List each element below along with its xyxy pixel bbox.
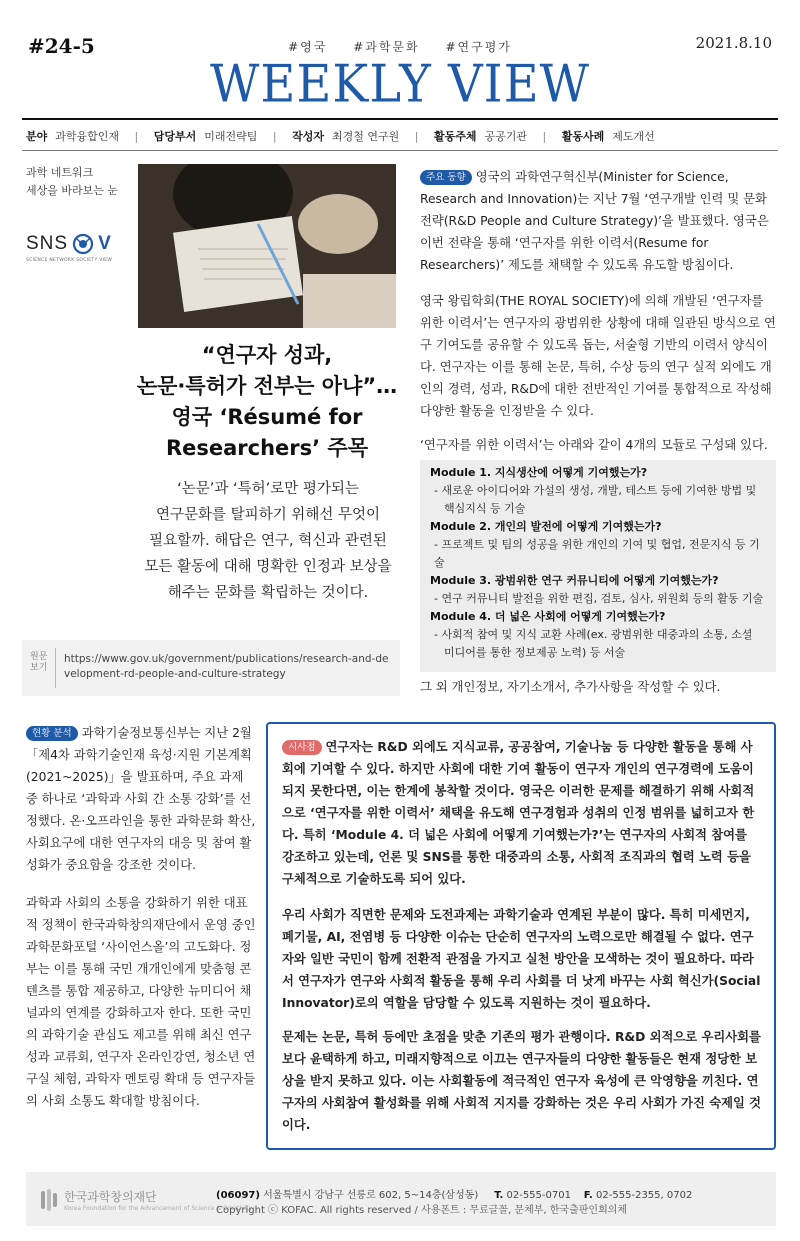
status-paragraph: 과학과 사회의 소통을 강화하기 위한 대표적 정책이 한국과학창의재단에서 운영 중인 과학문화포털 ‘사이언스올’의 고도화다. 정부는 이를 통해 국민 개개인에게 맞춤형 콘텐츠를 통합 제공하고, 다양한 뉴미디어 채널과의 연계를 강화하고자 한다. 또한 국민의 과학기술 관심도 제고를 위해 최신 연구성과 교류회, 연구자 온라인강연, 청소년 연구실 체험, 과학자 멘토링 확대 등 연구자들의 사회 소통도 확대할 방침이다. [26, 896, 256, 1108]
module-list [420, 460, 776, 672]
publish-date: 2021.8.10 [695, 34, 772, 52]
issue-number: #24-5 [28, 34, 95, 58]
meta-label: 작성자 [292, 130, 325, 143]
module-desc: - 연구 커뮤니티 발전을 위한 편집, 검토, 심사, 위원회 등의 활동 기술 [434, 592, 764, 605]
hashtag[interactable]: #연구평가 [445, 40, 512, 54]
module-desc: - 프로젝트 및 팀의 성공을 위한 개인의 기여 및 협업, 전문지식 등 기술 [434, 538, 760, 569]
main-trend-section [420, 166, 776, 276]
status-section: 현황 분석 과학기술정보통신부는 지난 2월 「제4차 과학기술인재 육성·지원 기본계획(2021~2025)」을 발표하며, 주요 과제 중 하나로 ‘과학과 사회 간 소통 강화’를 선정했다. 온·오프라인을 통한 과학문화 확산, 사회요구에 대한 연구자의 대응 및 참여 활성화가 중요함을 강조한 것이다. [26, 726, 256, 872]
masthead-title: WEEKLY VIEW [209, 53, 591, 115]
module-title: Module 4. 더 넓은 사회에 어떻게 기여했는가? [430, 610, 666, 623]
eye-icon [71, 232, 95, 256]
module-desc: - 새로운 아이디어와 가설의 생성, 개발, 테스트 등에 기여한 방법 및 [434, 484, 757, 497]
article-photo [138, 164, 396, 328]
meta-label: 활동주체 [434, 130, 477, 143]
implication-paragraph: 우리 사회가 직면한 문제와 도전과제는 과학기술과 연계된 부분이 많다. 특히 미세먼지, 폐기물, AI, 전염병 등 다양한 이슈는 단순히 연구자의 노력으로만 해결될 수 없다. 연구자와 일반 국민이 함께 전환적 관점을 가지고 실천 방안을 모색하는 것이 필요하다. 따라서 연구자가 연구와 사회적 활동을 통해 우리 사회를 더 낫게 바꾸는 사회 혁신가(Social Innovator)로의 역할을 담당할 수 있도록 지원하는 것이 필요하다. [282, 908, 761, 1010]
footer-copyright: Copyright ⓒ KOFAC. All rights reserved / 사용폰트 : 무료글꼴, 문체부, 한국출판인회의체 [216, 1205, 628, 1216]
divider [22, 150, 778, 151]
implication-paragraph: 문제는 논문, 특허 등에만 초점을 맞춘 기존의 평가 관행이다. R&D 외적으로 우리사회를 보다 윤택하게 하고, 미래지향적으로 이끄는 연구자들의 다양한 활동들은 현재 정당한 보상을 받지 못하고 있다. 이는 사회활동에 적극적인 연구자 육성에 큰 악영향을 끼친다. 연구자의 사회참여 활성화를 위해 사회적 지지를 강화하는 것은 우리 사회가 가진 숙제일 것이다. [282, 1030, 762, 1132]
implication-paragraph: 시사점 연구자는 R&D 외에도 지식교류, 공공참여, 기술나눔 등 다양한 활동을 통해 사회에 기여할 수 있다. 하지만 사회에 대한 기여 활동이 연구자 개인의 연구경력에 도움이 되지 못한다면, 이는 한계에 봉착할 것이다. 영국은 이러한 문제를 해결하기 위해 사회적으로 ‘연구자를 위한 이력서’ 채택을 유도해 연구경험과 성취의 인정 범위를 넓히고자 한다. 특히 ‘Module 4. 더 넓은 사회에 어떻게 기여했는가?’는 연구자의 사회적 참여를 강조하고 있는데, 언론 및 SNS를 통한 대중과의 소통, 사회적 조직과의 협력 노력 등을 구체적으로 기술하도록 되어 있다. [282, 740, 755, 886]
source-link[interactable]: https://www.gov.uk/government/publications/research-and-development-rd-people-and-culture-strategy [64, 653, 389, 680]
hashtag[interactable]: #영국 [288, 40, 328, 54]
main-trend-paragraph: 그 외 개인정보, 자기소개서, 추가사항을 작성할 수 있다. [420, 680, 721, 694]
meta-value: 최경철 연구원 [332, 130, 400, 143]
article-headline: “연구자 성과, 논문·특허가 전부는 아냐”… 영국 ‘Résumé for Researchers’ 주목 [136, 343, 398, 460]
meta-value: 과학융합인재 [55, 130, 120, 143]
status-badge: 현황 분석 [26, 726, 78, 741]
meta-bar: 분야 과학융합인재 | 담당부서 미래전략팀 | 작성자 최경철 연구원 | 활동주체 공공기관 | 활동사례 제도개선 [26, 130, 655, 143]
sidebar-tagline: 과학 네트워크 세상을 바라보는 눈 [26, 166, 119, 197]
module-title: Module 1. 지식생산에 어떻게 기여했는가? [430, 466, 648, 479]
hashtag[interactable]: #과학문화 [353, 40, 420, 54]
module-title: Module 2. 개인의 발전에 어떻게 기여했는가? [430, 520, 662, 533]
implication-badge: 시사점 [282, 740, 322, 755]
divider [55, 648, 56, 688]
footer-address: (06097) 서울특별시 강남구 선릉로 602, 5~14층(삼성동) T. 02-555-0701 F. 02-555-2355, 0702 [216, 1190, 693, 1201]
article-subheadline: ‘논문’과 ‘특허’로만 평가되는 연구문화를 탈피하기 위해선 무엇이 필요할까. 해답은 연구, 혁신과 관련된 모든 활동에 대해 명확한 인정과 보상을 해주는 문화를 확립하는 것이다. [144, 481, 392, 601]
meta-label: 분야 [26, 130, 48, 143]
meta-value: 제도개선 [612, 130, 655, 143]
main-trend-badge: 주요 동향 [420, 170, 472, 185]
main-trend-paragraph: 영국 왕립학회(THE ROYAL SOCIETY)에 의해 개발된 ‘연구자를 위한 이력서’는 연구자의 광범위한 상황에 대해 일관된 방식으로 연구 기여도를 공유할 수 있도록 돕는, 서술형 기반의 이력서 양식이다. 연구자는 이를 통해 논문, 특허, 수상 등의 연구 실적 외에도 개인의 경력, 성과, R&D에 대한 전반적인 기여를 통합적으로 작성해 다양한 활동을 인정받을 수 있다. [420, 294, 776, 418]
meta-label: 담당부서 [153, 130, 197, 143]
main-trend-paragraph: 주요 동향 영국의 과학연구혁신부(Minister for Science, Research and Innovation)는 지난 7월 ‘연구개발 인력 및 문화 전략(R&D People and Culture Strategy)’을 발표했다. 영국은 이번 전략을 통해 ‘연구자를 위한 이력서(Resume for Researchers)’ 제도를 채택할 수 있도록 유도할 방침이다. [420, 170, 769, 272]
kofac-icon [40, 1189, 58, 1211]
meta-value: 공공기관 [484, 130, 528, 143]
sns-view-logo: SNS V SCIENCE NETWORK SOCIETY VIEW [26, 233, 113, 263]
module-desc: 미디어를 통한 정보제공 노력) 등 서술 [444, 646, 626, 659]
divider [22, 118, 778, 120]
kofac-logo: 한국과학창의재단 Korea Foundation for the Advancement of Science & Creativity [40, 1188, 252, 1212]
main-trend-paragraph: ‘연구자를 위한 이력서’는 아래와 같이 4개의 모듈로 구성돼 있다. [420, 438, 768, 452]
source-label: 원문 보기 [30, 652, 48, 673]
module-desc: 핵심지식 등 기술 [444, 502, 526, 515]
module-title: Module 3. 광범위한 연구 커뮤니티에 어떻게 기여했는가? [430, 574, 719, 587]
meta-label: 활동사례 [561, 130, 605, 143]
module-desc: - 사회적 참여 및 지식 교환 사례(ex. 광범위한 대중과의 소통, 소셜 [434, 628, 753, 641]
hashtags [0, 38, 800, 55]
meta-value: 미래전략팀 [204, 130, 258, 143]
